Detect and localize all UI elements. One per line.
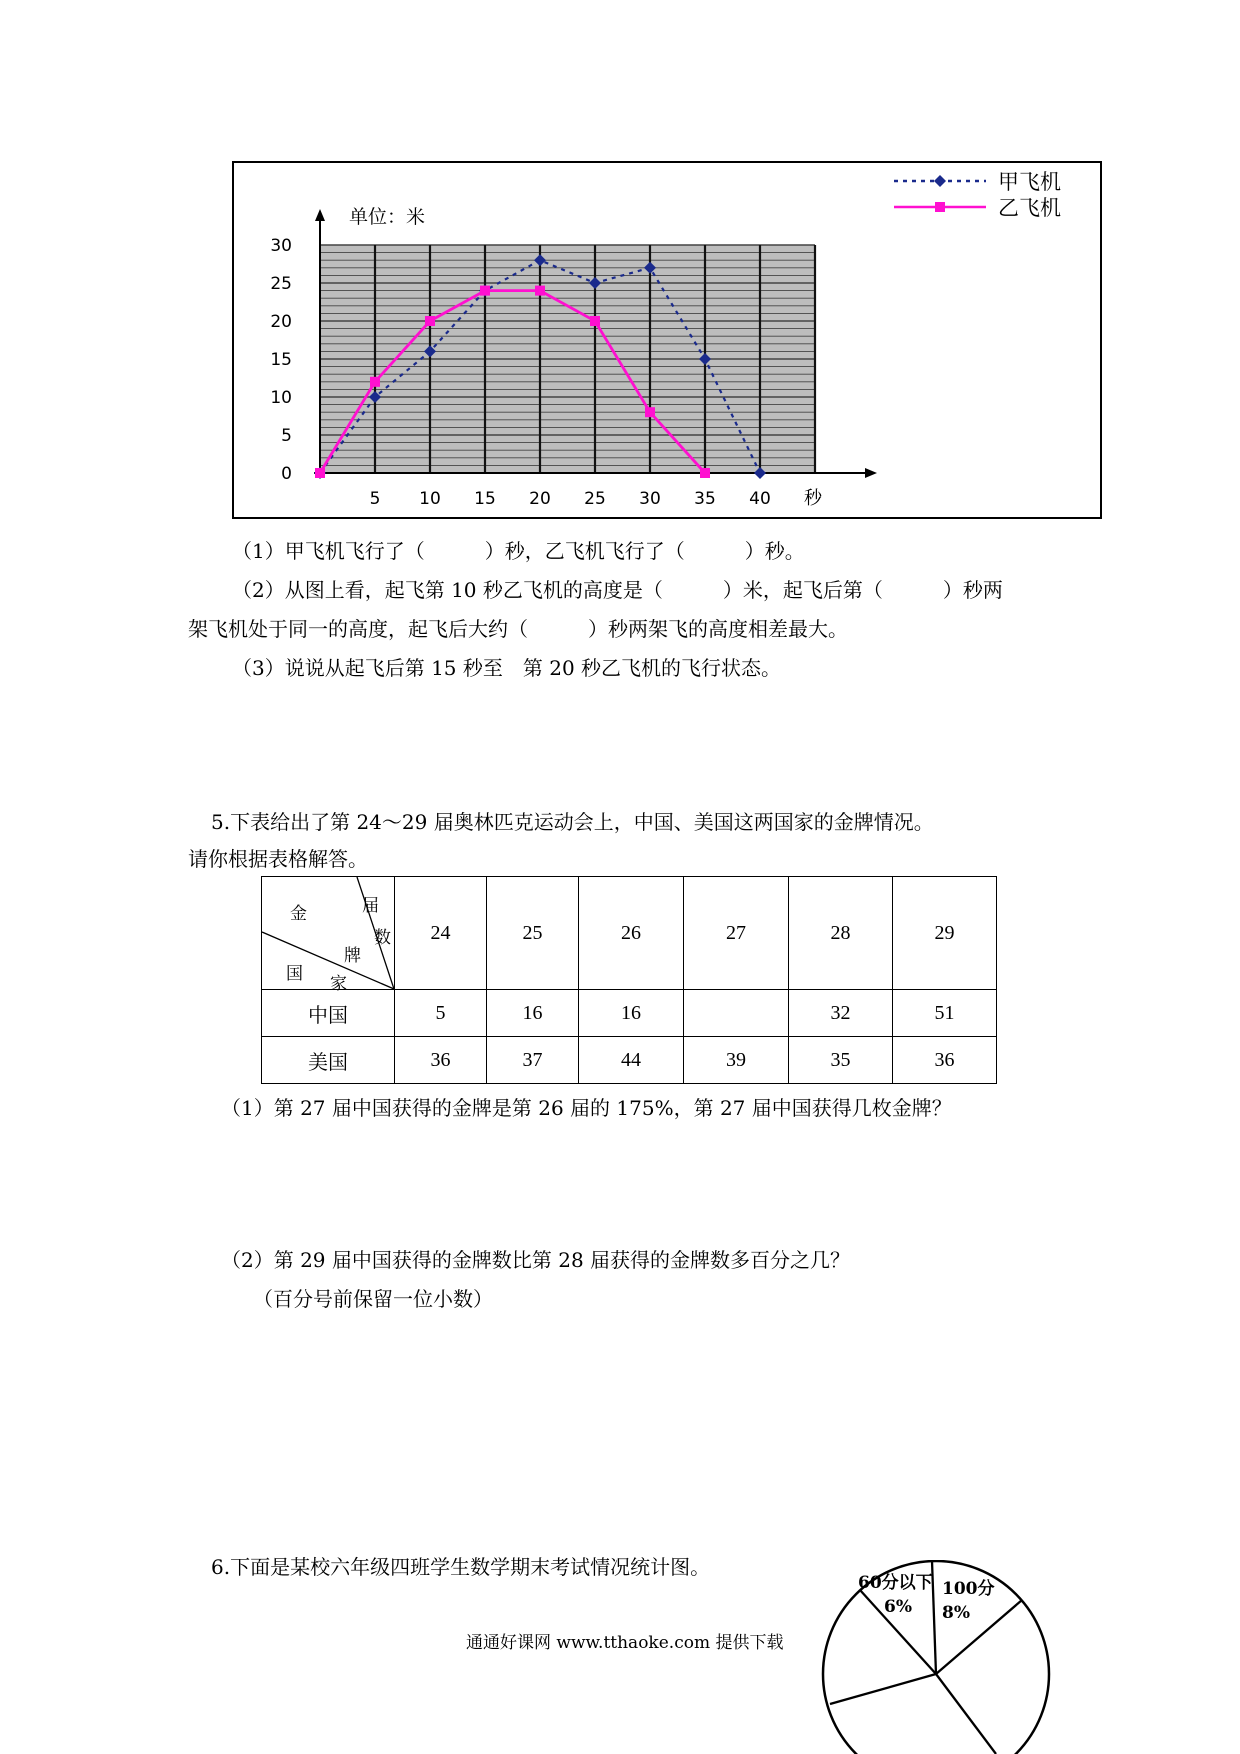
x-tick-label: 25 <box>584 489 606 509</box>
corner-char-guo: 国 <box>286 964 303 984</box>
table-corner-cell <box>262 877 395 994</box>
data-point-yi <box>535 286 545 296</box>
corner-char-jie: 届 <box>362 896 379 916</box>
score-pie-chart <box>800 1560 1060 1754</box>
data-point-yi <box>480 286 490 296</box>
x-tick-label: 10 <box>419 489 441 509</box>
flight-chart <box>232 161 1102 519</box>
y-tick-label: 10 <box>270 388 292 408</box>
x-unit-label: 秒 <box>804 488 822 509</box>
corner-char-jia: 家 <box>330 974 347 994</box>
flight-chart-svg <box>234 163 1100 517</box>
y-tick-label: 15 <box>270 350 292 370</box>
pie-slice-divider <box>936 1674 996 1754</box>
table-cell: 51 <box>893 990 997 1037</box>
col-header: 26 <box>579 877 684 990</box>
q6-intro: 6.下面是某校六年级四班学生数学期末考试情况统计图。 <box>211 1555 711 1579</box>
pie-value-100: 8% <box>942 1603 970 1623</box>
pie-value-below-60: 6% <box>884 1597 912 1617</box>
table-cell: 16 <box>487 990 579 1037</box>
y-axis-arrow <box>315 209 325 221</box>
col-header: 25 <box>487 877 579 990</box>
legend-marker <box>935 202 945 212</box>
table-cell: 44 <box>579 1037 684 1084</box>
legend-marker <box>934 175 946 187</box>
y-tick-label: 20 <box>270 312 292 332</box>
footer-credit: 通通好课网 www.tthaoke.com 提供下载 <box>466 1633 784 1653</box>
col-header: 29 <box>893 877 997 990</box>
pie-label-below-60: 60分以下 <box>858 1573 933 1593</box>
x-tick-label: 40 <box>749 489 771 509</box>
q5-sub-2-note: （百分号前保留一位小数） <box>253 1287 493 1311</box>
table-header-row <box>262 877 997 990</box>
row-country: 中国 <box>262 990 395 1037</box>
data-point-yi <box>370 377 380 387</box>
data-point-yi <box>590 316 600 326</box>
col-header: 24 <box>395 877 487 990</box>
x-tick-label: 5 <box>369 489 381 509</box>
medals-table <box>261 876 997 1084</box>
q5-intro-1: 5.下表给出了第 24～29 届奥林匹克运动会上，中国、美国这两国家的金牌情况。 <box>211 810 934 834</box>
q4-line-2: （2）从图上看，起飞第 10 秒乙飞机的高度是（ ）米，起飞后第（ ）秒两 <box>232 578 1003 602</box>
table-cell: 36 <box>893 1037 997 1084</box>
corner-char-jin: 金 <box>290 904 307 924</box>
table-cell: 32 <box>789 990 893 1037</box>
row-country: 美国 <box>262 1037 395 1084</box>
col-header: 28 <box>789 877 893 990</box>
data-point-yi <box>700 468 710 478</box>
y-unit-label: 单位：米 <box>349 206 426 228</box>
y-tick-label: 30 <box>270 236 292 256</box>
q4-line-4: （3）说说从起飞后第 15 秒至 第 20 秒乙飞机的飞行状态。 <box>232 656 782 680</box>
legend-label: 甲飞机 <box>998 170 1061 194</box>
q5-sub-1: （1）第 27 届中国获得的金牌是第 26 届的 175%，第 27 届中国获得几枚金牌？ <box>221 1096 952 1120</box>
q4-line-1: （1）甲飞机飞行了（ ）秒，乙飞机飞行了（ ）秒。 <box>232 539 805 563</box>
x-tick-label: 20 <box>529 489 551 509</box>
table-cell: 35 <box>789 1037 893 1084</box>
corner-char-pai: 牌 <box>344 946 361 966</box>
table-cell: 37 <box>487 1037 579 1084</box>
x-tick-label: 35 <box>694 489 716 509</box>
corner-char-shu: 数 <box>374 928 391 948</box>
data-point-yi <box>315 468 325 478</box>
y-tick-label: 0 <box>281 464 292 484</box>
data-point-yi <box>645 407 655 417</box>
table-cell: 16 <box>579 990 684 1037</box>
y-tick-label: 25 <box>270 274 292 294</box>
table-cell <box>684 990 789 1037</box>
table-cell: 5 <box>395 990 487 1037</box>
table-row <box>262 1037 997 1084</box>
pie-slice-divider <box>830 1674 936 1704</box>
col-header: 27 <box>684 877 789 990</box>
pie-label-100: 100分 <box>942 1579 995 1599</box>
x-tick-label: 15 <box>474 489 496 509</box>
data-point-yi <box>425 316 435 326</box>
table-cell: 39 <box>684 1037 789 1084</box>
x-tick-label: 30 <box>639 489 661 509</box>
table-row <box>262 990 997 1037</box>
table-cell: 36 <box>395 1037 487 1084</box>
q5-intro-2: 请你根据表格解答。 <box>188 847 368 871</box>
legend-label: 乙飞机 <box>998 196 1061 220</box>
x-axis-arrow <box>865 468 877 478</box>
y-tick-label: 5 <box>281 426 292 446</box>
q4-line-3: 架飞机处于同一的高度，起飞后大约（ ）秒两架飞的高度相差最大。 <box>188 617 848 641</box>
q5-sub-2: （2）第 29 届中国获得的金牌数比第 28 届获得的金牌数多百分之几？ <box>221 1248 851 1272</box>
